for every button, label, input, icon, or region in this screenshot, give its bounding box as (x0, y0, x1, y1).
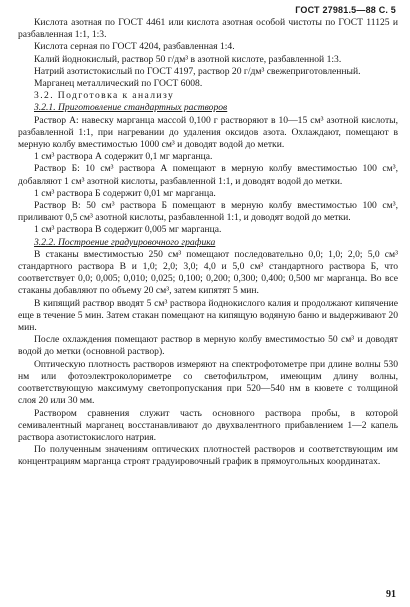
subsection-heading-standard-solutions (18, 102, 398, 114)
paragraph-reference-solution: Раствором сравнения служит часть основного раствора пробы, в которой семивалентный марганец восстанавливают до двухвалентного прибавлением 1—2 капель раствора азотистокислого натрия. (18, 407, 398, 443)
page-header: ГОСТ 27981.5—88 С. 5 (295, 5, 396, 15)
paragraph-optical-density: Оптическую плотность растворов измеряют на спектрофотометре при длине волны 530 нм или фотоэлектроколориметре со светофильтром, имеющим длину волны, соответствующую максимуму светопропускания при 520—540 нм в кювете с толщиной слоя 20 или 30 мм. (18, 358, 398, 407)
paragraph-boiling: В кипящий раствор вводят 5 см³ раствора йоднокислого калия и продолжают кипячение еще в течение 5 мин. Затем стакан помещают на кипящую водяную баню и выдерживают 20 мин. (18, 297, 398, 334)
subsection-heading-calibration (18, 237, 398, 249)
page-number: 91 (386, 588, 396, 600)
paragraph-beakers: В стаканы вместимостью 250 см³ помещают последовательно 0,0; 1,0; 2,0; 5,0 см³ стандартного раствора В и 1,0; 2,0; 3,0; 4,0 и 5,0 см³ стандартного раствора Б, что соответствует 0,0; 0,005; 0,010; 0,025; 0,100; 0,200; 0,300; 0,400; 0,500 мг марганца. Во все стаканы добавляют по объему 20 см³, затем кипятят 5 мин. (18, 248, 398, 297)
paragraph-potassium-iodate: Калий йоднокислый, раствор 50 г/дм³ в азотной кислоте, разбавленной 1:3. (34, 53, 342, 65)
paragraph-nitric-acid: Кислота азотная по ГОСТ 4461 или кислота азотная особой чистоты по ГОСТ 11125 и разбавленная 1:1, 1:3. (18, 17, 398, 41)
subsection-heading-text: 3.2.2. Построение градуировочного графика (34, 236, 216, 248)
paragraph-solution-b: Раствор Б: 10 см³ раствора А помещают в мерную колбу вместимостью 100 см³, добавляют 1 см³ азотной кислоты, разбавленной 1:1, и доводят водой до метки. (18, 163, 398, 187)
paragraph-solution-b-content: 1 см³ раствора Б содержит 0,01 мг марганца. (34, 187, 216, 199)
paragraph-solution-a-content: 1 см³ раствора А содержит 0,1 мг марганца. (34, 151, 213, 163)
document-body (18, 17, 398, 469)
paragraph-manganese-metal: Марганец металлический по ГОСТ 6008. (34, 78, 203, 90)
paragraph-cooling: После охлаждения помещают раствор в мерную колбу вместимостью 50 см³ и доводят водой до метки (основной раствор). (18, 334, 398, 358)
section-heading-preparation: 3.2. Подготовка к анализу (34, 90, 175, 102)
paragraph-solution-v: Раствор В: 50 см³ раствора Б помещают в мерную колбу вместимостью 100 см³, приливают 0,5 см³ азотной кислоты, разбавленной 1:1, и доводят водой до метки. (18, 200, 398, 224)
paragraph-sodium-nitrite: Натрий азотистокислый по ГОСТ 4197, раствор 20 г/дм³ свежеприготовленный. (34, 65, 361, 77)
paragraph-sulfuric-acid: Кислота серная по ГОСТ 4204, разбавленная 1:4. (34, 41, 235, 53)
paragraph-solution-v-content: 1 см³ раствора В содержит 0,005 мг марганца. (34, 224, 222, 236)
subsection-heading-text: 3.2.1. Приготовление стандартных растворов (34, 102, 228, 114)
paragraph-calibration-graph: По полученным значениям оптических плотностей растворов и соответствующим им концентрациям марганца строят градуировочный график в прямоугольных координатах. (18, 444, 398, 468)
paragraph-solution-a: Раствор А: навеску марганца массой 0,100 г растворяют в 10—15 см³ азотной кислоты, разбавленной 1:1, при нагревании до удаления оксидов азота. Охлаждают, помещают в мерную колбу вместимостью 1000 см³ и доводят водой до метки. (18, 114, 398, 151)
